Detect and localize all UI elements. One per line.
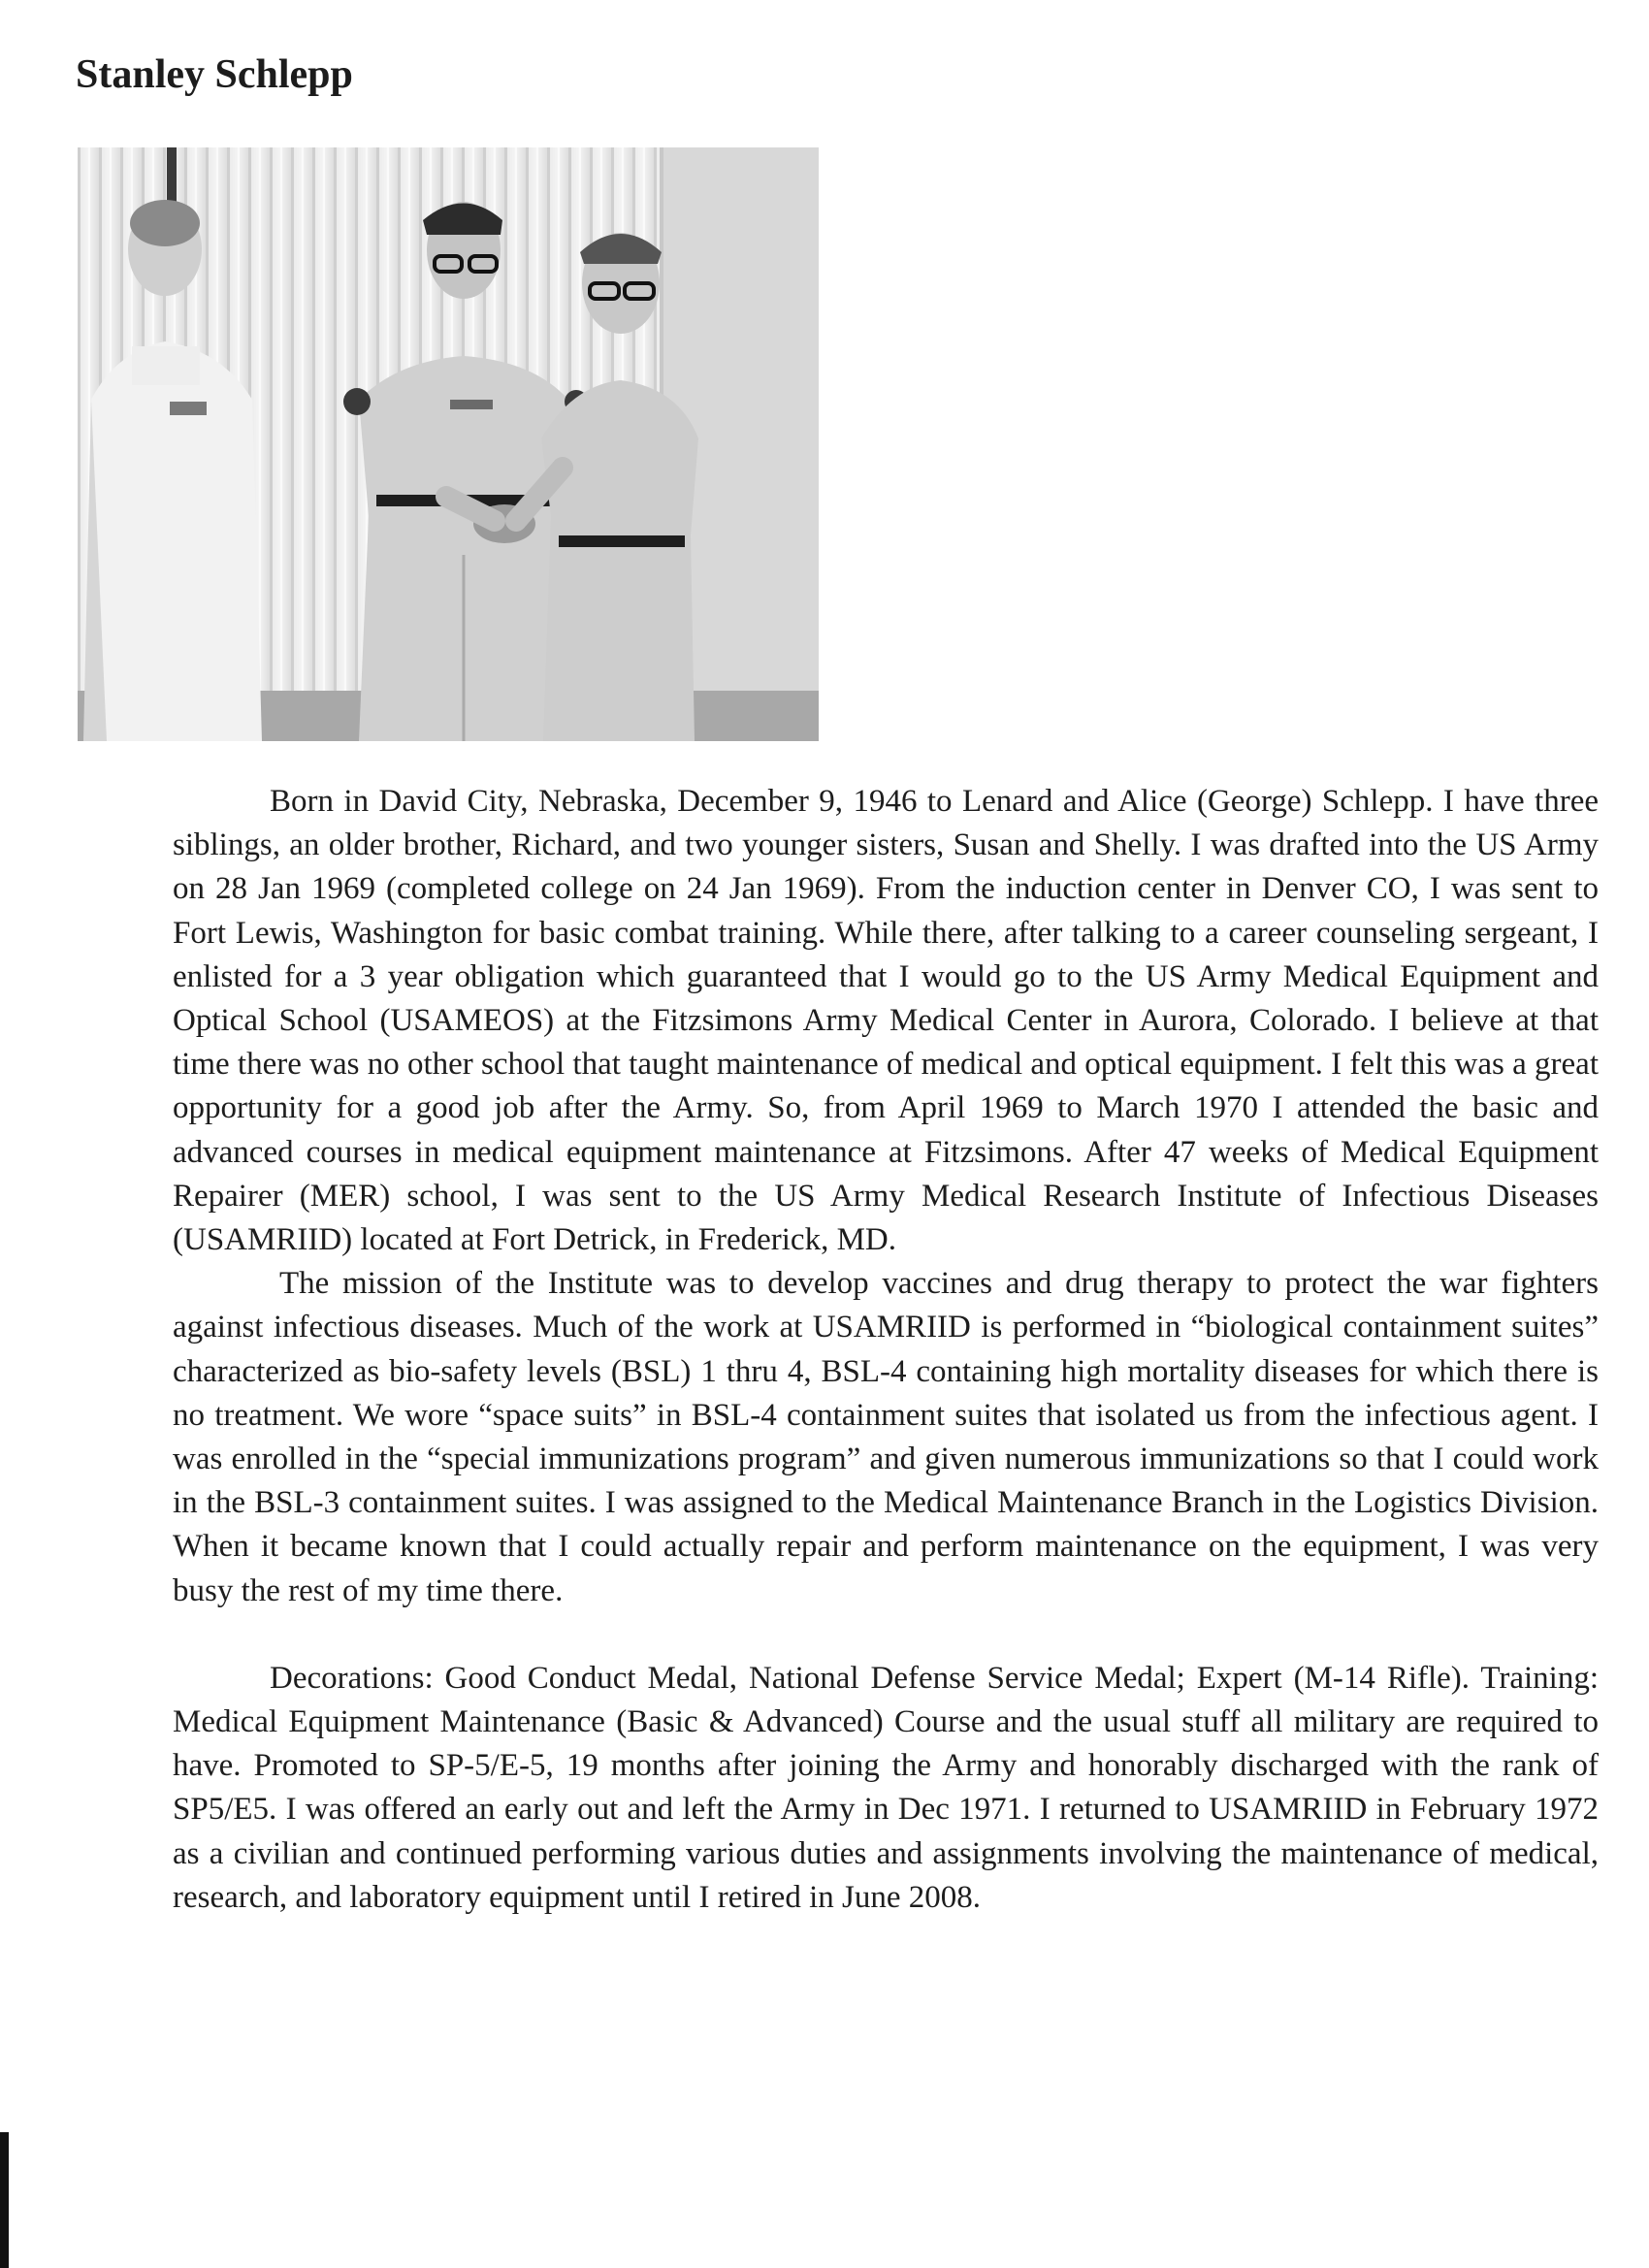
biography-paragraph-institute: The mission of the Institute was to develop vaccines and drug therapy to protect the war fighters against infectious diseases. Much of the work at USAMRIID is performed in “biological containment suites” characterized as bio-safety levels (BSL) 1 thru 4, BSL-4 containing high mortality diseases for which there is no treatment. We wore “space suits” in BSL-4 containment suites that isolated us from the infectious agent. I was enrolled in the “special immunizations program” and given numerous immunizations so that I could work in the BSL-3 containment suites. I was assigned to the Medical Maintenance Branch in the Logistics Division. When it became known that I could actually repair and perform maintenance on the equipment, I was very busy the rest of my time there. xyxy=(173,1266,1599,1608)
soldiers-photo xyxy=(78,147,819,741)
biography-paragraph-early-life: Born in David City, Nebraska, December 9, 1946 to Lenard and Alice (George) Schlepp. I have three siblings, an older brother, Richard, and two younger sisters, Susan and Shelly. I was drafted into the US Army on 28 Jan 1969 (completed college on 24 Jan 1969). From the induction center in Denver CO, I was sent to Fort Lewis, Washington for basic combat training. While there, after talking to a career counseling sergeant, I enlisted for a 3 year obligation which guaranteed that I would go to the US Army Medical Equipment and Optical School (USAMEOS) at the Fitzsimons Army Medical Center in Aurora, Colorado. I believe at that time there was no other school that taught maintenance of medical and optical equipment. I felt this was a great opportunity for a good job after the Army. So, from April 1969 to March 1970 I attended the basic and advanced courses in medical equipment maintenance at Fitzsimons. After 47 weeks of Medical Equipment Repairer (MER) school, I was sent to the US Army Medical Research Institute of Infectious Diseases (USAMRIID) located at Fort Detrick, in Frederick, MD. xyxy=(173,784,1599,1258)
biography-text xyxy=(173,780,1599,1920)
scan-edge-mark xyxy=(0,2132,9,2268)
page-title: Stanley Schlepp xyxy=(76,52,353,97)
biography-paragraph-decorations: Decorations: Good Conduct Medal, National Defense Service Medal; Expert (M-14 Rifle). Training: Medical Equipment Maintenance (Basic & Advanced) Course and the usual stuff all military are required to have. Promoted to SP-5/E-5, 19 months after joining the Army and honorably discharged with the rank of SP5/E5. I was offered an early out and left the Army in Dec 1971. I returned to USAMRIID in February 1972 as a civilian and continued performing various duties and assignments involving the maintenance of medical, research, and laboratory equipment until I retired in June 2008. xyxy=(173,1660,1599,1915)
